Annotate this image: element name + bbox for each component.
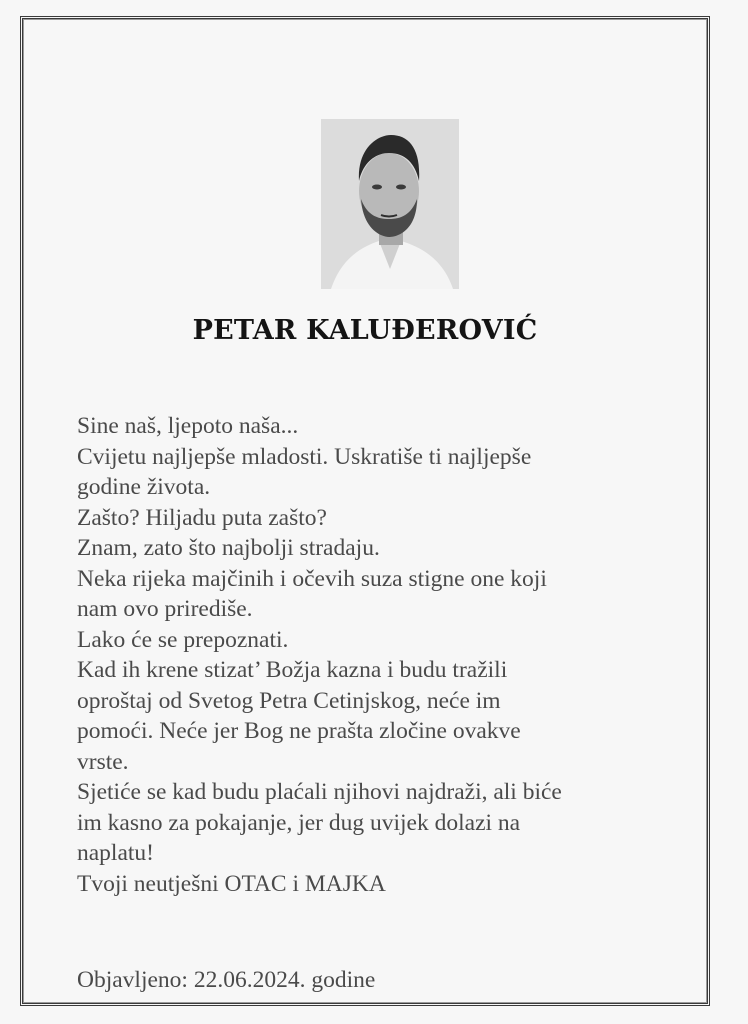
message-line: naplatu! (77, 840, 154, 866)
obituary-message (77, 411, 717, 899)
message-line: Znam, zato što najbolji stradaju. (77, 535, 380, 561)
message-signature: Tvoji neutješni OTAC i MAJKA (77, 870, 386, 897)
deceased-name: PETAR KALUĐEROVIĆ (192, 315, 538, 346)
message-line: Neka rijeka majčinih i očevih suza stigne one koji (77, 565, 547, 592)
portrait-photo (321, 119, 459, 289)
published-date: Objavljeno: 22.06.2024. godine (77, 967, 376, 993)
message-line: Kad ih krene stizat’ Božja kazna i budu tražili (77, 657, 508, 683)
message-line: oproštaj od Svetog Petra Cetinjskog, neće im (77, 687, 501, 714)
message-line: pomoći. Neće jer Bog ne prašta zločine ovakve (77, 718, 521, 744)
message-line: Lako će se prepoznati. (77, 626, 289, 653)
message-line: godine života. (77, 474, 211, 500)
message-line: nam ovo prirediše. (77, 596, 253, 622)
message-line: vrste. (77, 748, 129, 775)
obituary-frame (20, 16, 710, 1006)
portrait-image (321, 119, 459, 289)
message-line: im kasno za pokajanje, jer dug uvijek dolazi na (77, 809, 521, 836)
message-line: Zašto? Hiljadu puta zašto? (77, 504, 327, 531)
message-line: Cvijetu najljepše mladosti. Uskratiše ti najljepše (77, 443, 532, 470)
message-line: Sine naš, ljepoto naša... (77, 413, 299, 439)
message-line: Sjetiće se kad budu plaćali njihovi najdraži, ali biće (77, 779, 562, 805)
